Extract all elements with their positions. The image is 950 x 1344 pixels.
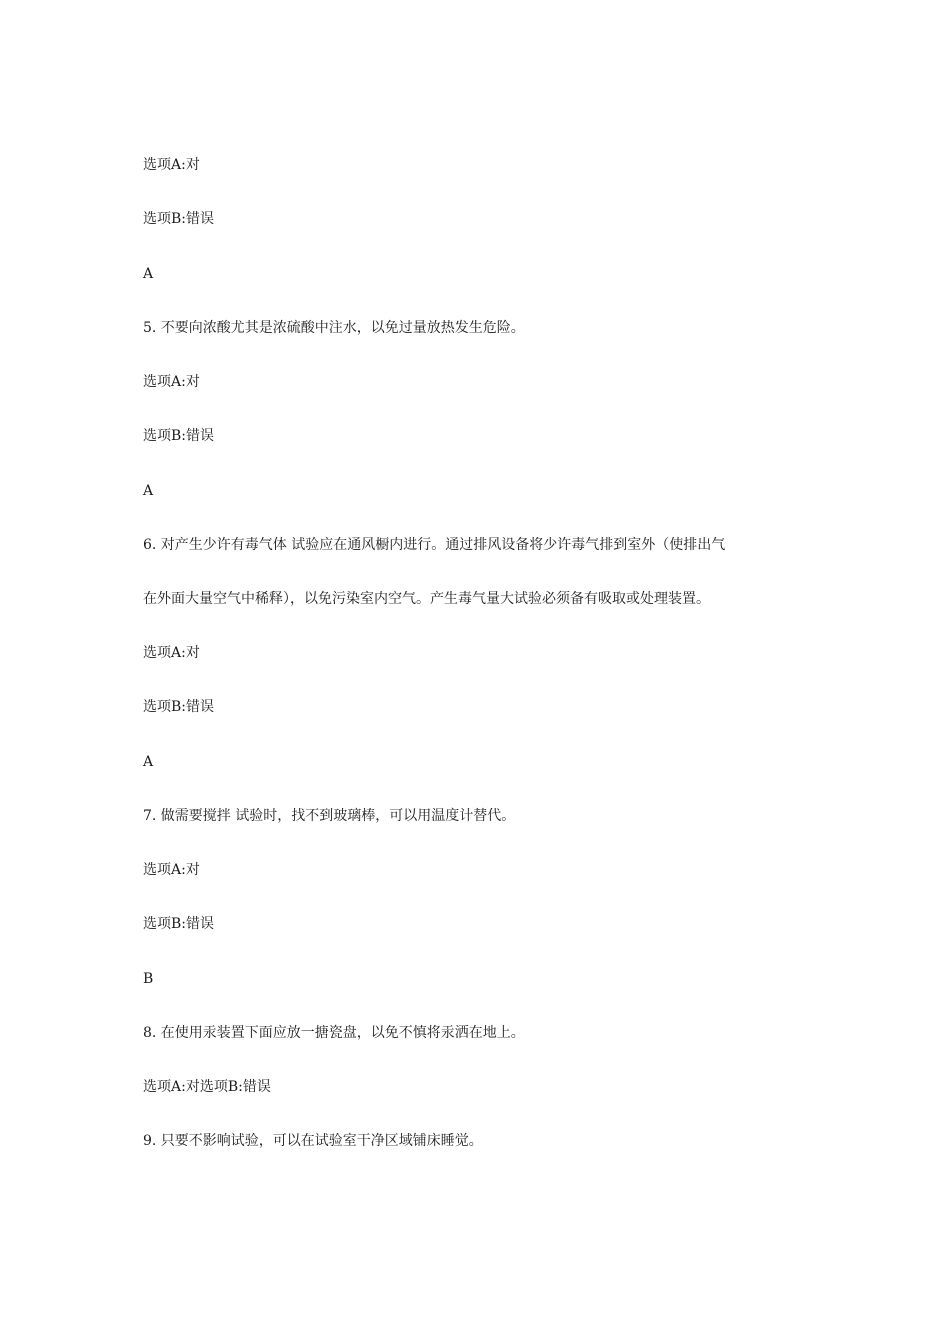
answer-q4: A bbox=[143, 266, 154, 282]
question-6-line-2: 在外面大量空气中稀释），以免污染室内空气。产生毒气量大试验必须备有吸取或处理装置。 bbox=[143, 591, 710, 607]
question-5: 5. 不要向浓酸尤其是浓硫酸中注水，以免过量放热发生危险。 bbox=[143, 320, 525, 336]
option-b-q6: 选项B:错误 bbox=[143, 699, 215, 715]
options-q8: 选项A:对选项B:错误 bbox=[143, 1079, 271, 1095]
question-7: 7. 做需要搅拌 试验时，找不到玻璃棒，可以用温度计替代。 bbox=[143, 808, 516, 824]
answer-q6: A bbox=[143, 754, 154, 770]
question-9: 9. 只要不影响试验，可以在试验室干净区域铺床睡觉。 bbox=[143, 1133, 483, 1149]
option-a-q6: 选项A:对 bbox=[143, 645, 200, 661]
question-6-line-1: 6. 对产生少许有毒气体 试验应在通风橱内进行。通过排风设备将少许毒气排到室外（使排出气 bbox=[143, 537, 726, 553]
answer-q7: B bbox=[143, 971, 154, 987]
option-a-q5: 选项A:对 bbox=[143, 374, 200, 390]
option-b-q4: 选项B:错误 bbox=[143, 211, 215, 227]
option-a-q4: 选项A:对 bbox=[143, 157, 200, 173]
answer-q5: A bbox=[143, 483, 154, 499]
option-b-q7: 选项B:错误 bbox=[143, 916, 215, 932]
option-a-q7: 选项A:对 bbox=[143, 862, 200, 878]
question-8: 8. 在使用汞装置下面应放一搪瓷盘，以免不慎将汞洒在地上。 bbox=[143, 1025, 525, 1041]
option-b-q5: 选项B:错误 bbox=[143, 428, 215, 444]
